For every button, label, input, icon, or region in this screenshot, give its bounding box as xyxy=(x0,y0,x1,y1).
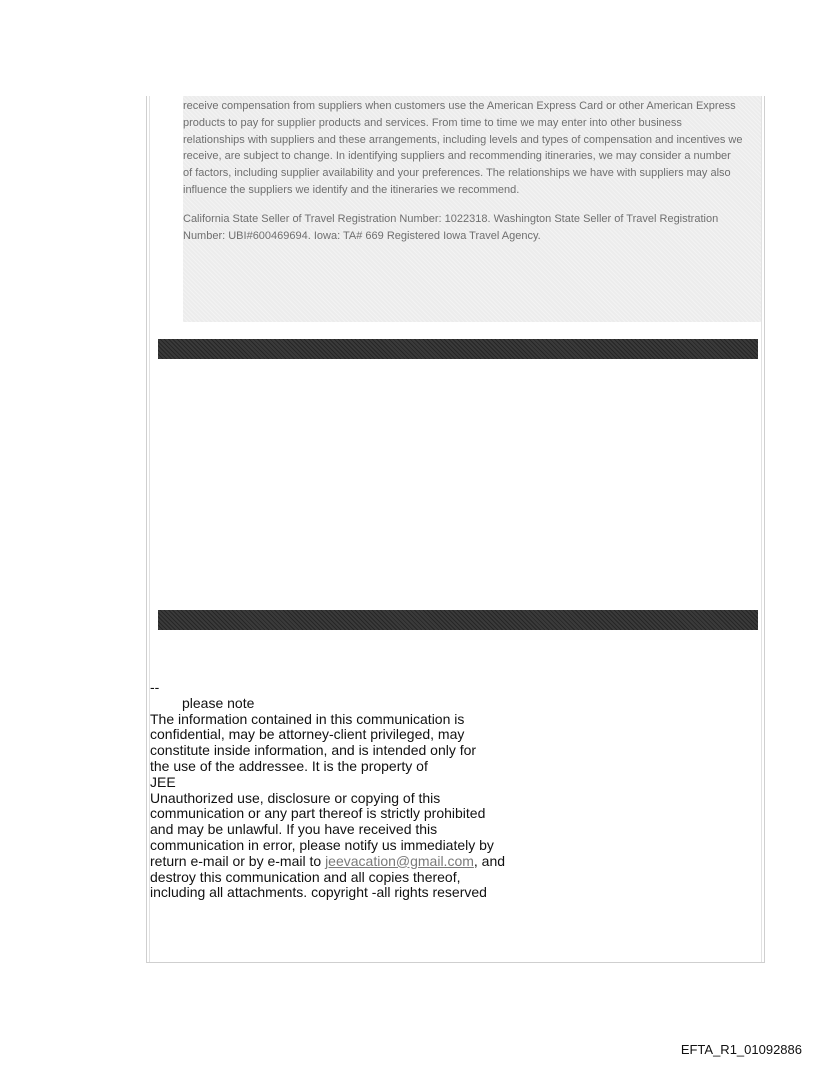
email-link[interactable]: jeevacation@gmail.com xyxy=(325,852,474,869)
notice-line: including all attachments. copyright -all rights reserved xyxy=(150,884,487,901)
notice-line-suffix: , and xyxy=(473,852,506,869)
disclaimer-paragraph-compensation: receive compensation from suppliers when customers use the American Express Card or other American Express products to pay for supplier products and services. From time to time we may enter into other business relationships with suppliers and these arrangements, including levels and types of compensation and incentives we receive, are subject to change. In identifying suppliers and recommending itineraries, we may consider a number of factors, including supplier availability and your preferences. The relationships we have with suppliers may also influence the suppliers we identify and the itineraries we recommend. xyxy=(183,100,743,196)
confidentiality-notice xyxy=(150,680,510,901)
disclaimer-paragraph-registration: California State Seller of Travel Registration Number: 1022318. Washington State Seller of Travel Registration Number: UBI#600469694. Iowa: TA# 669 Registered Iowa Travel Agency. xyxy=(183,212,719,242)
notice-line: communication in error, please notify us immediately by xyxy=(150,836,494,853)
dark-separator-bar-bottom xyxy=(158,610,758,630)
notice-line: The information contained in this communication is xyxy=(150,710,465,727)
notice-line: Unauthorized use, disclosure or copying of this xyxy=(150,789,441,806)
notice-line: destroy this communication and all copies thereof, xyxy=(150,868,461,885)
notice-line: the use of the addressee. It is the property of xyxy=(150,757,428,774)
notice-line: JEE xyxy=(150,773,176,790)
dark-separator-bar-top xyxy=(158,339,758,359)
notice-heading: please note xyxy=(182,694,255,711)
notice-line: constitute inside information, and is intended only for xyxy=(150,742,477,759)
disclaimer-text xyxy=(183,98,743,244)
notice-line-prefix: return e-mail or by e-mail to xyxy=(150,852,326,869)
signature-separator: -- xyxy=(150,679,160,695)
notice-line: confidential, may be attorney-client privileged, may xyxy=(150,726,465,743)
notice-line: communication or any part thereof is strictly prohibited xyxy=(150,805,486,822)
notice-line: and may be unlawful. If you have received this xyxy=(150,821,438,838)
notice-line-with-email xyxy=(150,854,510,870)
document-id: EFTA_R1_01092886 xyxy=(680,1042,802,1057)
